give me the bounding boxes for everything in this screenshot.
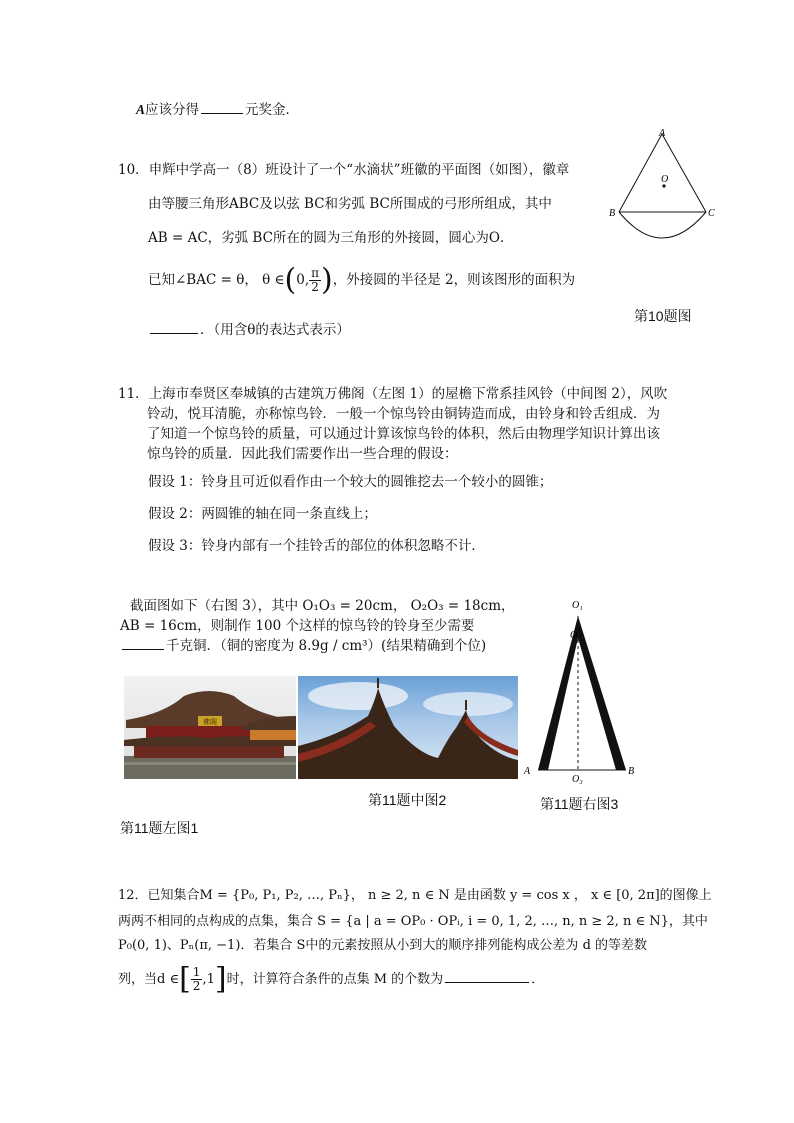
q12-line4-a: 列，当d ∈: [118, 972, 180, 987]
q10-line3: AB = AC，劣弧 BC所在的圆为三角形的外接圆，圆心为O．: [148, 230, 514, 246]
q9-tail-line: [136, 98, 299, 118]
q12-answer-blank: [445, 968, 529, 983]
q12-line4: [118, 960, 544, 1000]
q9-tail-prefix: A: [136, 102, 146, 117]
q10-line4-b: ，外接圆的半径是 2，则该图形的面积为: [332, 272, 576, 288]
q10-label-a: A: [659, 128, 666, 139]
q11-assumption-3: 假设 3：铃身内部有一个挂铃舌的部位的体积忽略不计．: [148, 538, 485, 554]
q10-right-paren: ): [321, 262, 333, 298]
q10-label-o: O: [661, 174, 669, 185]
q12-line3: P₀(0, 1)、Pₙ(π, −1)．若集合 S中的元素按照从小到大的顺序排列能构成公差为 d 的等差数: [118, 938, 648, 953]
q12-text-1: 已知集合M = {P₀, P₁, P₂, …, Pₙ}， n ≥ 2, n ∈ N 是由函数 y = cos x ， x ∈ [0, 2π]的图像上: [147, 888, 712, 903]
q11-number: 11．: [118, 386, 149, 402]
q11-label-o1: O₁: [572, 600, 583, 611]
q10-line4-a: 已知∠BAC = θ， θ ∈: [148, 272, 285, 288]
q11-para-1: 铃动，悦耳清脆，亦称惊鸟铃．一般一个惊鸟铃由铜铸造而成，由铃身和铃舌组成．为: [147, 406, 660, 422]
q11-section-line-2: AB = 16cm，则制作 100 个这样的惊鸟铃的铃身至少需要: [120, 618, 475, 634]
q10-answer-blank: [150, 319, 198, 334]
q12-number: 12．: [118, 888, 148, 903]
q10-frac-num: π: [311, 266, 320, 280]
q11-caption-middle: 第11题中图2: [368, 792, 447, 808]
temple-railing: [124, 762, 296, 765]
cloud-2: [423, 692, 513, 716]
q11-section-line-1: 截面图如下（右图 3），其中 O₁O₃ = 20cm， O₂O₃ = 18cm，: [130, 598, 515, 614]
cloud-1: [308, 682, 408, 710]
q11-section-figure: [520, 594, 640, 784]
q11-label-o3: O₃: [572, 774, 583, 784]
q10-line1: [118, 158, 569, 178]
q10-side-ac: [662, 134, 706, 212]
q9-answer-blank: [201, 99, 243, 114]
q11-caption-right: 第11题右图3: [540, 796, 619, 812]
q10-frac-den: 2: [311, 280, 319, 294]
q11-photo-temple: [124, 676, 296, 779]
q11-photo-eaves: [298, 676, 518, 779]
bell-cross-section: [538, 616, 626, 770]
q11-section-line-3: [120, 634, 486, 654]
q10-line4: [148, 262, 575, 298]
q10-caption: 第10题图: [634, 308, 692, 324]
q11-label-b: B: [628, 766, 635, 777]
q11-intro: [118, 384, 678, 464]
q10-label-b: B: [609, 208, 616, 219]
q12-interval-right: ,1: [202, 972, 215, 987]
q11-label-o2: O₂: [570, 630, 581, 641]
q10-interval-left: 0,: [296, 272, 310, 288]
q12-line1: [118, 884, 712, 903]
q10-text-1: 申辉中学高一（8）班设计了一个“水滴状”班徽的平面图（如图），徽章: [148, 162, 570, 178]
q12-right-bracket: ]: [214, 961, 227, 997]
q12-frac-den: 2: [192, 979, 201, 993]
q10-label-c: C: [708, 208, 715, 219]
q11-temple-illustration: [124, 676, 296, 779]
q11-intro-line-1: [118, 384, 678, 404]
q10-line5-text: ．（用含θ的表达式表示）: [200, 322, 350, 338]
q11-para-3: 惊鸟铃的质量．因此我们需要作出一些合理的假设：: [147, 446, 458, 462]
q11-section-line-3-text: 千克铜．（铜的密度为 8.9g / cm³）(结果精确到个位): [166, 638, 487, 654]
q11-assumption-1: 假设 1：铃身且可近似看作由一个较大的圆锥挖去一个较小的圆锥；: [148, 474, 553, 490]
q11-label-a: A: [524, 766, 531, 777]
temple-lower-body: [134, 746, 284, 758]
q10-interval-fraction: [309, 267, 321, 294]
q10-line2: 由等腰三角形ABC及以弦 BC和劣弧 BC所围成的弓形所组成，其中: [148, 196, 552, 212]
q12-frac-num: 1: [192, 965, 201, 979]
q12-left-bracket: [: [179, 961, 191, 997]
q10-figure: [600, 124, 730, 264]
q12-line4-b: 时，计算符合条件的点集 M 的个数为: [226, 972, 444, 987]
q11-eaves-illustration: [298, 676, 518, 779]
temple-wall: [124, 756, 296, 779]
q12-line2: 两两不相同的点构成的点集，集合 S = {a | a = OP₀ · OPᵢ, i = 0, 1, 2, …, n, n ≥ 2, n ∈ N}，其中: [118, 914, 708, 929]
q11-para-0: 上海市奉贤区奉城镇的古建筑万佛阁（左图 1）的屋檐下常系挂风铃（中间图 2），风吹: [148, 386, 668, 402]
q9-tail-suffix: 元奖金．: [245, 102, 300, 118]
q11-para-2: 了知道一个惊鸟铃的质量，可以通过计算该惊鸟铃的体积，然后由物理学知识计算出该: [147, 426, 660, 442]
q11-assumption-2: 假设 2：两圆锥的轴在同一条直线上；: [148, 506, 377, 522]
q10-line5: [148, 318, 350, 338]
q10-side-ab: [619, 134, 662, 212]
temple-side-body: [250, 730, 296, 740]
q11-answer-blank: [122, 635, 164, 650]
q12-interval-fraction: [191, 966, 203, 993]
q11-caption-left: 第11题左图1: [120, 820, 199, 836]
q10-left-paren: (: [284, 262, 297, 298]
q9-tail-text: 应该分得: [145, 102, 200, 118]
q10-number: 10．: [118, 162, 149, 178]
q12-line4-end: ．: [531, 972, 545, 987]
q10-minor-arc-bc: [619, 212, 706, 238]
temple-sign-text: 佛阁: [203, 718, 217, 726]
